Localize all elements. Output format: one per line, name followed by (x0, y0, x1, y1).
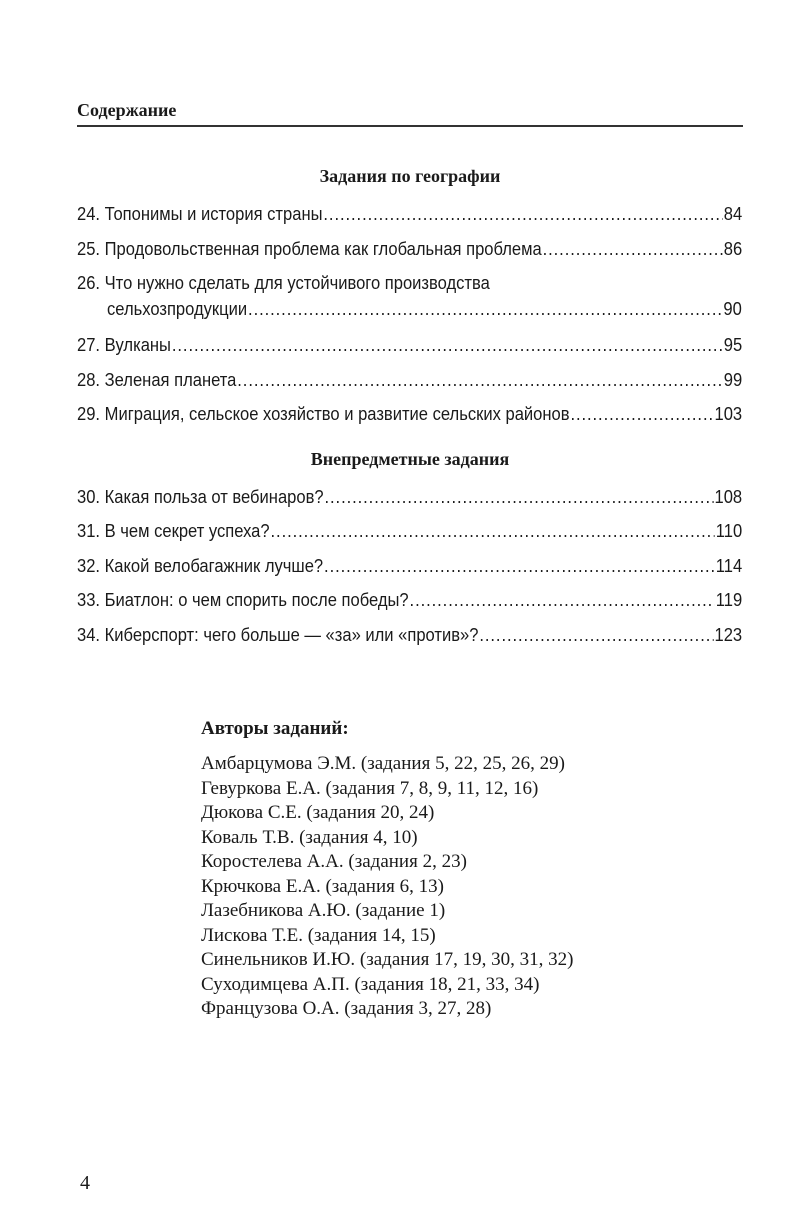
entry-number: 29. (77, 404, 101, 424)
entry-page: 103 (714, 404, 743, 424)
entry-title: Продовольственная проблема как глобальная проблема (104, 239, 542, 259)
authors-list (201, 752, 573, 1022)
entry-title: Биатлон: о чем спорить после победы? (104, 590, 409, 610)
toc-entry-first-line[interactable] (77, 272, 490, 294)
toc-entry[interactable] (77, 486, 742, 508)
entry-title: Какая польза от вебинаров? (104, 487, 324, 507)
toc-entry[interactable] (77, 403, 742, 425)
leader-dots (237, 369, 723, 391)
leader-dots (410, 589, 715, 611)
toc-entry[interactable] (77, 203, 742, 225)
entry-page: 84 (723, 204, 743, 224)
running-head: Содержание (77, 100, 743, 127)
entry-page: 95 (723, 335, 743, 355)
page-number: 4 (80, 1172, 90, 1194)
entry-page: 86 (723, 239, 743, 259)
entry-number: 26. (77, 273, 101, 293)
author-item: Французова О.А. (задания 3, 27, 28) (201, 998, 492, 1019)
entry-title: Топонимы и история страны (104, 204, 323, 224)
entry-title: Какой велобагажник лучше? (104, 556, 324, 576)
toc-entry[interactable] (77, 334, 742, 356)
toc-entry[interactable] (77, 369, 742, 391)
toc-entry-continuation[interactable] (107, 298, 742, 320)
entry-number: 28. (77, 370, 101, 390)
entry-title: Миграция, сельское хозяйство и развитие сельских районов (104, 404, 570, 424)
leader-dots (325, 486, 714, 508)
authors-heading: Авторы заданий: (201, 718, 349, 739)
entry-number: 24. (77, 204, 101, 224)
entry-number: 25. (77, 239, 101, 259)
entry-number: 27. (77, 335, 101, 355)
entry-number: 30. (77, 487, 101, 507)
entry-page: 90 (723, 299, 742, 319)
entry-page: 119 (715, 590, 743, 610)
entry-title: Киберспорт: чего больше — «за» или «против»? (104, 625, 479, 645)
author-item: Гевуркова Е.А. (задания 7, 8, 9, 11, 12, 16) (201, 777, 539, 799)
entry-number: 32. (77, 556, 101, 576)
entry-title-continuation: сельхозпродукции (107, 299, 248, 319)
toc-entry[interactable] (77, 238, 742, 260)
author-item: Суходимцева А.П. (задания 18, 21, 33, 34) (201, 973, 540, 995)
toc-entry[interactable] (77, 624, 742, 646)
author-item: Крючкова Е.А. (задания 6, 13) (201, 875, 444, 897)
leader-dots (570, 403, 713, 425)
author-item: Коваль Т.В. (задания 4, 10) (201, 826, 418, 848)
leader-dots (172, 334, 723, 356)
entry-number: 33. (77, 590, 101, 610)
toc-entry[interactable] (77, 555, 742, 577)
leader-dots (479, 624, 713, 646)
leader-dots (324, 555, 715, 577)
entry-title: Что нужно сделать для устойчивого производства (104, 273, 490, 293)
toc-entry[interactable] (77, 520, 742, 542)
leader-dots (271, 520, 715, 542)
entry-number: 34. (77, 625, 101, 645)
author-item: Синельников И.Ю. (задания 17, 19, 30, 31, 32) (201, 949, 574, 970)
entry-title: В чем секрет успеха? (104, 521, 270, 541)
entry-title: Зеленая планета (104, 370, 237, 390)
entry-page: 123 (714, 625, 743, 645)
leader-dots (323, 203, 722, 225)
entry-page: 99 (723, 370, 743, 390)
entry-page: 110 (715, 521, 743, 541)
leader-dots (543, 238, 723, 260)
author-item: Лискова Т.Е. (задания 14, 15) (201, 924, 436, 946)
author-item: Лазебникова А.Ю. (задание 1) (201, 900, 446, 921)
entry-page: 108 (714, 487, 743, 507)
section-title-cross-subject: Внепредметные задания (310, 449, 510, 469)
leader-dots (248, 298, 722, 320)
section-title-geography: Задания по географии (319, 166, 501, 186)
author-item: Амбарцумова Э.М. (задания 5, 22, 25, 26, 29) (201, 753, 565, 774)
toc-entry[interactable] (77, 589, 742, 611)
entry-page: 114 (715, 556, 743, 576)
author-item: Коростелева А.А. (задания 2, 23) (201, 851, 467, 872)
author-item: Дюкова С.Е. (задания 20, 24) (201, 802, 435, 823)
entry-number: 31. (77, 521, 101, 541)
entry-title: Вулканы (104, 335, 171, 355)
